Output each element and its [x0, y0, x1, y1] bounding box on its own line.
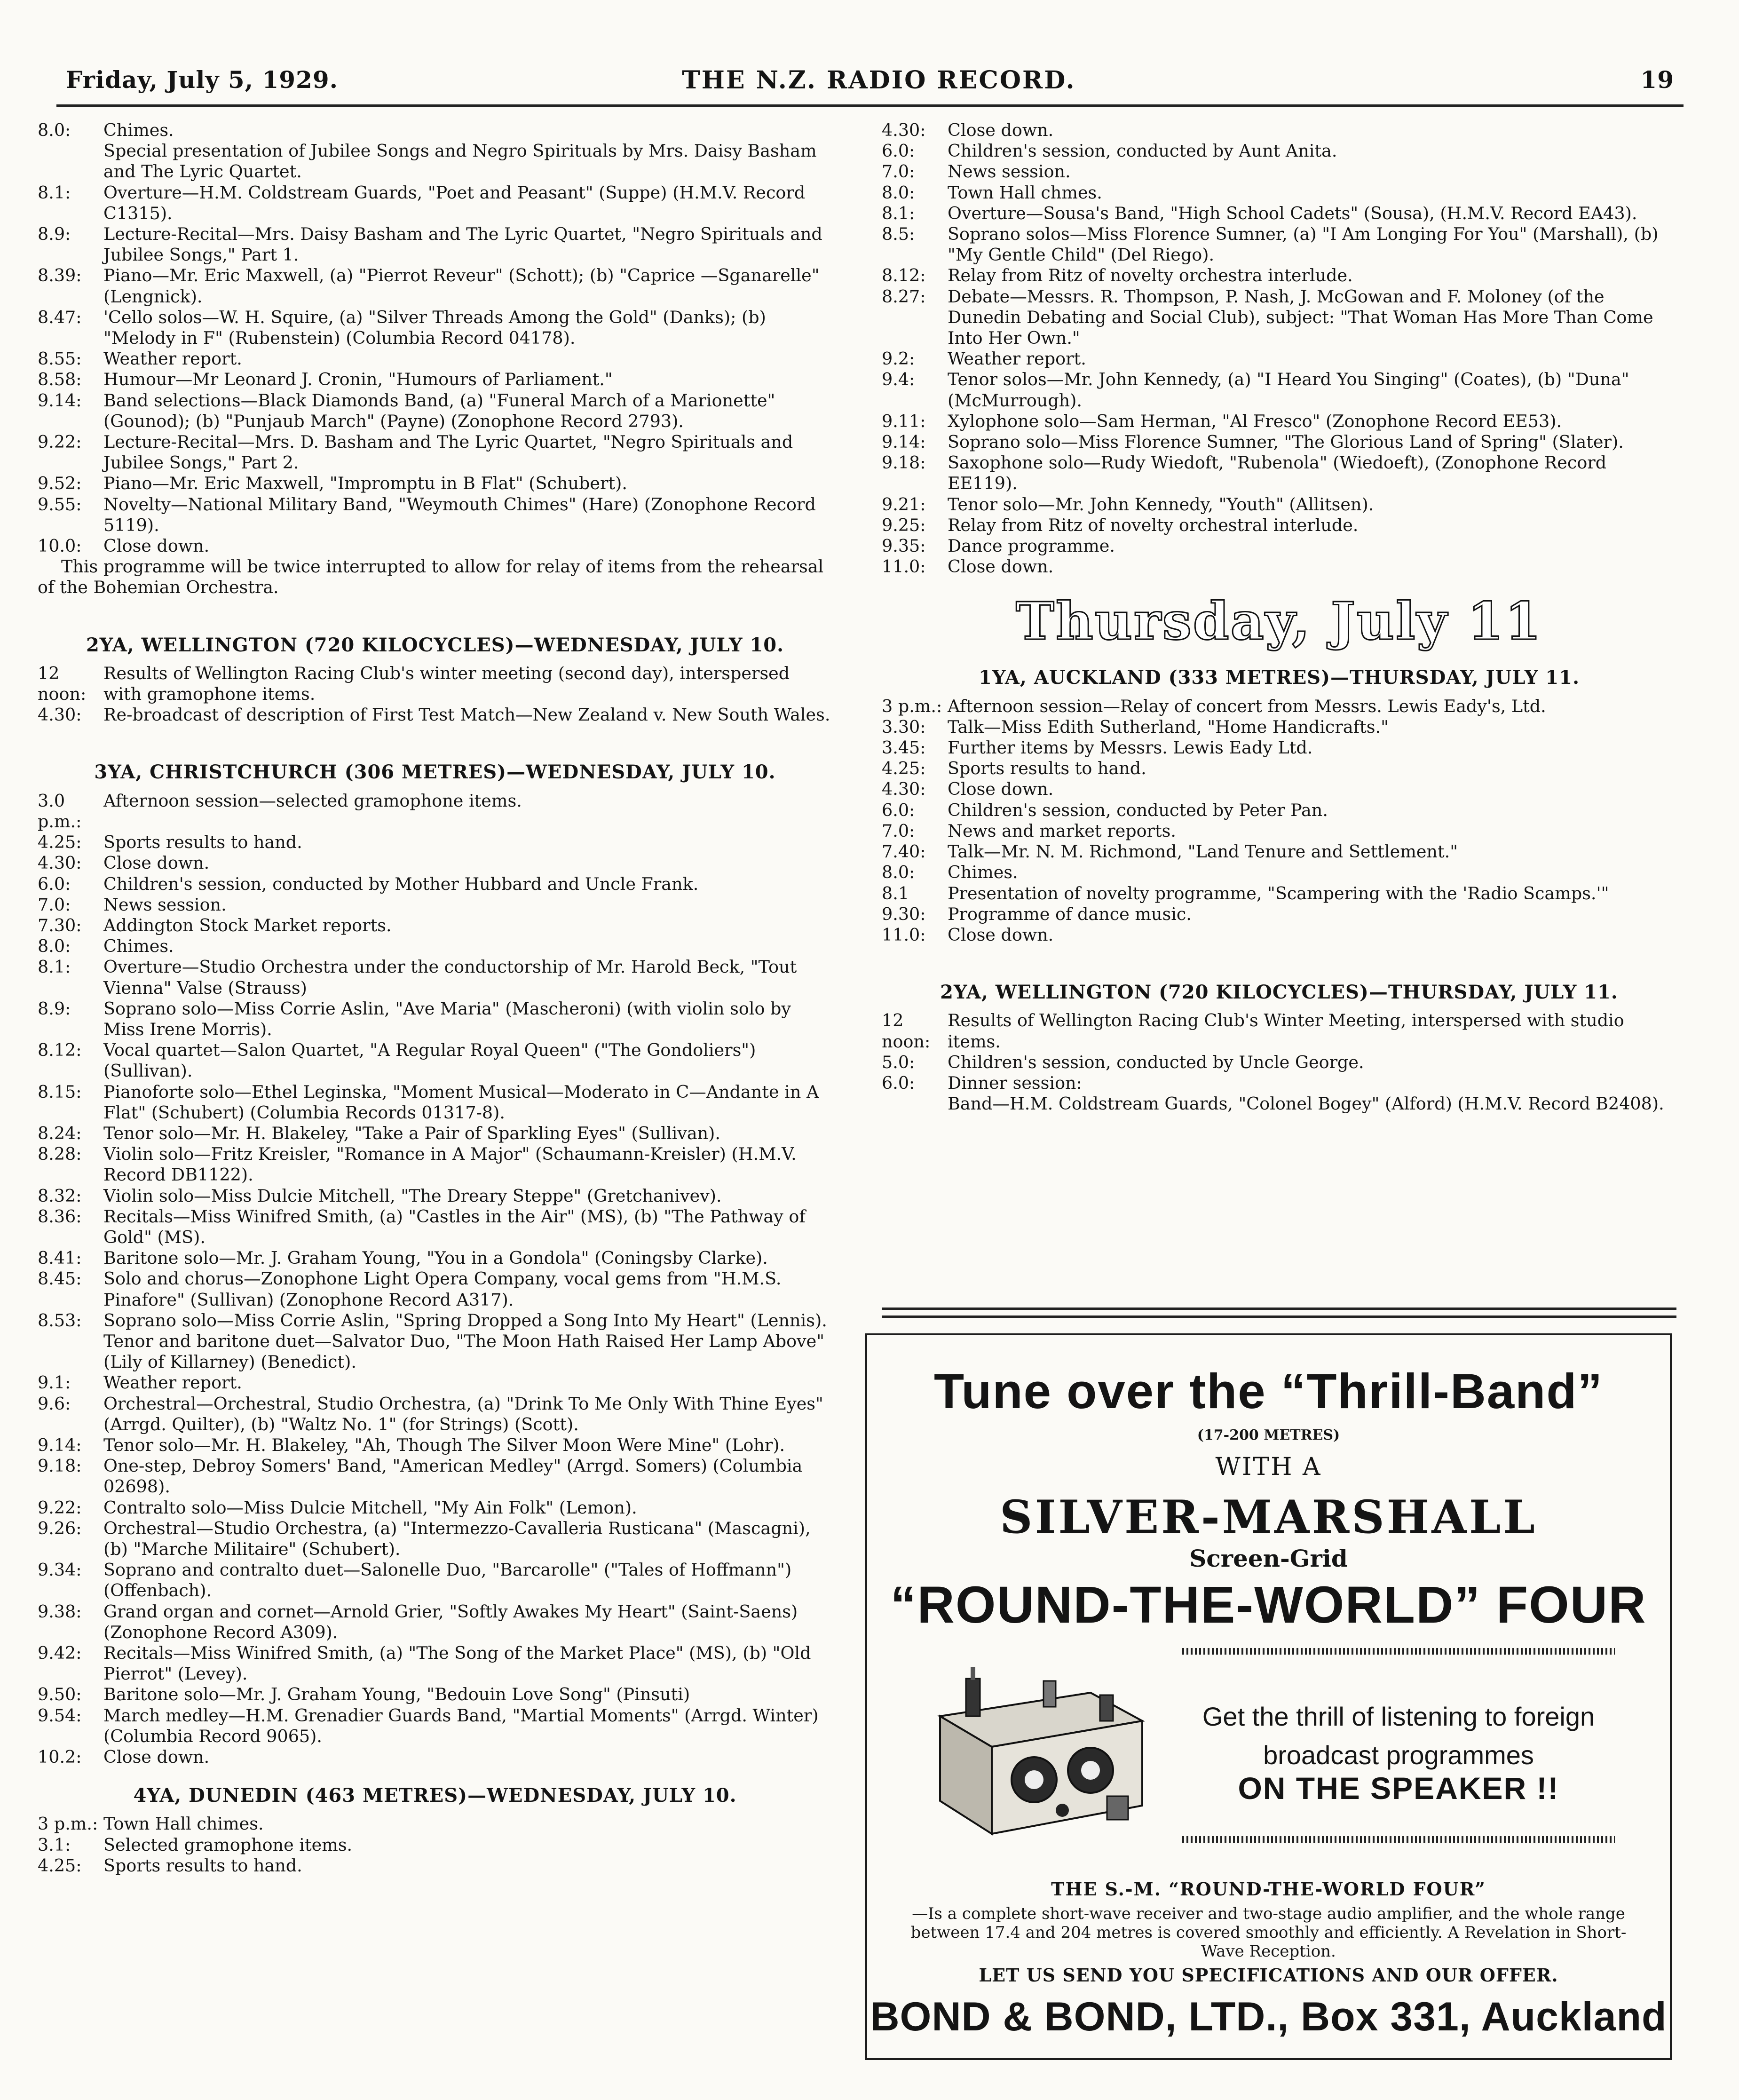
- programme-entry: [38, 1814, 832, 1834]
- ad-tagline: Get the thrill of listening to foreign broadcast programmes: [1202, 1702, 1595, 1770]
- entry-description: Children's session, conducted by Mother Hubbard and Uncle Frank.: [103, 873, 699, 894]
- programme-entry: [38, 1643, 832, 1684]
- programme-entry: [882, 120, 1676, 141]
- programme-entry: [38, 1268, 832, 1310]
- entry-description: Presentation of novelty programme, "Scampering with the 'Radio Scamps.'": [948, 883, 1609, 903]
- entry-time: 9.35:: [882, 536, 926, 556]
- entry-description: Lecture-Recital—Mrs. D. Basham and The Lyric Quartet, "Negro Spirituals and Jubilee Songs," Part 2.: [103, 432, 793, 473]
- entry-description: Xylophone solo—Sam Herman, "Al Fresco" (Zonophone Record EE53).: [948, 411, 1562, 431]
- programme-entry: [882, 265, 1676, 286]
- entry-time: 9.11:: [882, 411, 926, 431]
- programme-entry: [38, 1518, 832, 1560]
- entry-description: Orchestral—Orchestral, Studio Orchestra, (a) "Drink To Me Only With Thine Eyes" (Arrgd. Quilter), (b) "Waltz No. 1" (for Strings) (Scott).: [103, 1393, 823, 1434]
- entry-description: 'Cello solos—W. H. Squire, (a) "Silver Threads Among the Gold" (Danks); (b) "Melody in F" (Rubenstein) (Columbia Record 04178).: [103, 307, 766, 349]
- entry-time: 9.50:: [38, 1684, 82, 1705]
- page-header: [66, 66, 1674, 103]
- entry-description: Relay from Ritz of novelty orchestra interlude.: [948, 265, 1353, 286]
- programme-entry: [38, 1040, 832, 1081]
- issue-date: Friday, July 5, 1929.: [66, 66, 339, 94]
- programme-entry: [882, 925, 1676, 945]
- entry-description: Relay from Ritz of novelty orchestral interlude.: [948, 515, 1359, 535]
- programme-entry: [38, 1705, 832, 1747]
- programme-entry: [38, 998, 832, 1040]
- double-rule: [882, 1308, 1676, 1318]
- entry-time: 8.9:: [38, 224, 71, 245]
- programme-entry: [38, 936, 832, 957]
- programme-entry: [38, 390, 832, 432]
- entry-time: 3 p.m.:: [882, 696, 942, 716]
- entry-description: Children's session, conducted by Uncle George.: [948, 1052, 1364, 1072]
- ad-description: —Is a complete short-wave receiver and two-stage audio amplifier, and the whole range between 17.4 and 204 metres is covered smoothly and efficiently. A Revelation in Short-Wave Reception.: [910, 1904, 1627, 1961]
- programme-entry: [882, 779, 1676, 800]
- ad-with: WITH A: [1215, 1453, 1322, 1481]
- entry-time: 4.30:: [38, 853, 82, 873]
- section-heading-4ya-wed: 4YA, DUNEDIN (463 METRES)—WEDNESDAY, JULY 10.: [133, 1784, 737, 1807]
- entry-time: 8.55:: [38, 349, 82, 369]
- ad-tagline-bold: ON THE SPEAKER !!: [1238, 1771, 1559, 1806]
- programme-entry: [38, 536, 832, 556]
- programme-entry: [882, 494, 1676, 515]
- programme-entry: [38, 182, 832, 224]
- section-heading-1ya-thu: 1YA, AUCKLAND (333 METRES)—THURSDAY, JULY 11.: [979, 666, 1580, 689]
- programme-entry: [882, 1052, 1676, 1073]
- entry-description: Piano—Mr. Eric Maxwell, (a) "Pierrot Reveur" (Schott); (b) "Caprice —Sganarelle" (Lengnick).: [103, 265, 820, 307]
- entry-time: 8.1:: [38, 957, 71, 977]
- programme-entry: [882, 536, 1676, 556]
- programme-entry: [38, 1747, 832, 1767]
- programme-entry: [882, 161, 1676, 182]
- programme-entry: [38, 1601, 832, 1643]
- entry-time: 8.5:: [882, 224, 915, 245]
- entry-description: Close down.: [948, 556, 1054, 577]
- entry-time: 7.30:: [38, 915, 82, 935]
- entry-time: 3.1:: [38, 1834, 71, 1855]
- entry-time: 6.0:: [882, 1072, 915, 1093]
- programme-entry: [882, 821, 1676, 841]
- programme-entry: [38, 432, 832, 473]
- entry-description: Weather report.: [103, 1372, 242, 1393]
- entry-time: 7.0:: [38, 894, 71, 915]
- entry-time: 12 noon:: [38, 663, 87, 705]
- entry-description: Talk—Miss Edith Sutherland, "Home Handicrafts.": [948, 716, 1389, 737]
- ad-offer: LET US SEND YOU SPECIFICATIONS AND OUR OFFER.: [979, 1965, 1558, 1986]
- entry-description: Humour—Mr Leonard J. Cronin, "Humours of Parliament.": [103, 369, 613, 390]
- entry-time: 8.0:: [38, 936, 71, 957]
- entry-description: March medley—H.M. Grenadier Guards Band, "Martial Moments" (Arrgd. Winter) (Columbia Record 9065).: [103, 1705, 819, 1746]
- entry-description: Baritone solo—Mr. J. Graham Young, "You in a Gondola" (Coningsby Clarke).: [103, 1248, 768, 1268]
- entry-time: 9.2:: [882, 349, 915, 369]
- entry-description: Saxophone solo—Rudy Wiedoft, "Rubenola" (Wiedoeft), (Zonophone Record EE119).: [948, 452, 1607, 494]
- section-heading-2ya-wed: 2YA, WELLINGTON (720 KILOCYCLES)—WEDNESDAY, JULY 10.: [86, 634, 784, 656]
- radio-receiver-illustration: [921, 1660, 1161, 1848]
- header-rule: [56, 104, 1684, 107]
- programme-entry: [38, 1456, 832, 1497]
- entry-time: 7.40:: [882, 841, 926, 862]
- ad-brand: SILVER-MARSHALL: [1000, 1490, 1537, 1544]
- programme-entry: [38, 705, 832, 725]
- entry-description: Band—H.M. Coldstream Guards, "Colonel Bogey" (Alford) (H.M.V. Record B2408).: [948, 1094, 1664, 1114]
- programme-entry: [38, 1684, 832, 1705]
- entry-time: 8.0:: [882, 862, 915, 883]
- programme-entry: [882, 1010, 1676, 1052]
- entry-description: News session.: [103, 894, 227, 915]
- entry-description: Results of Wellington Racing Club's Winter Meeting, interspersed with studio items.: [948, 1010, 1624, 1052]
- entry-time: 8.47:: [38, 307, 82, 327]
- entry-time: 9.34:: [38, 1560, 82, 1580]
- entry-description: Recitals—Miss Winifred Smith, (a) "Castles in the Air" (MS), (b) "The Pathway of Gold" (MS).: [103, 1206, 806, 1247]
- entry-time: 3.30:: [882, 716, 926, 737]
- programme-entry: [38, 1082, 832, 1123]
- programme-entry: [38, 224, 832, 265]
- entry-description: Contralto solo—Miss Dulcie Mitchell, "My Ain Folk" (Lemon).: [103, 1497, 637, 1518]
- programme-entry: [882, 286, 1676, 349]
- entry-description: Overture—Sousa's Band, "High School Cadets" (Sousa), (H.M.V. Record EA43).: [948, 203, 1637, 223]
- entry-description: Soprano and contralto duet—Salonelle Duo, "Barcarolle" ("Tales of Hoffmann") (Offenbach).: [103, 1560, 792, 1601]
- entry-description: Programme of dance music.: [948, 903, 1192, 924]
- entry-description: Children's session, conducted by Aunt Anita.: [948, 141, 1337, 161]
- programme-entry: [882, 515, 1676, 536]
- programme-entry: [882, 1094, 1676, 1114]
- entry-description: Addington Stock Market reports.: [103, 915, 392, 935]
- entry-description: Grand organ and cornet—Arnold Grier, "Softly Awakes My Heart" (Saint-Saens) (Zonophone Record A309).: [103, 1601, 798, 1642]
- programme-entry: [882, 556, 1676, 577]
- programme-entry: [38, 791, 832, 832]
- programme-entry: [882, 737, 1676, 758]
- programme-entry: [882, 717, 1676, 737]
- programme-entry: [882, 904, 1676, 925]
- programme-entry: [38, 494, 832, 536]
- programme-list: [38, 120, 832, 556]
- entry-time: 10.2:: [38, 1747, 82, 1767]
- entry-description: Town Hall chimes.: [103, 1814, 264, 1834]
- programme-entry: [38, 1560, 832, 1601]
- programme-entry: [882, 369, 1676, 411]
- entry-description: Overture—Studio Orchestra under the conductorship of Mr. Harold Beck, "Tout Vienna" Valse (Strauss): [103, 957, 797, 998]
- entry-description: Violin solo—Miss Dulcie Mitchell, "The Dreary Steppe" (Gretchanivev).: [103, 1185, 722, 1206]
- entry-time: 6.0:: [882, 800, 915, 820]
- entry-description: Overture—H.M. Coldstream Guards, "Poet and Peasant" (Suppe) (H.M.V. Record C1315).: [103, 182, 806, 223]
- programme-entry: [38, 1248, 832, 1268]
- newspaper-title: THE N.Z. RADIO RECORD.: [682, 66, 1076, 95]
- programme-entry: [38, 120, 832, 141]
- programme-entry: [38, 1206, 832, 1248]
- entry-time: 8.0:: [882, 182, 915, 203]
- entry-description: Recitals—Miss Winifred Smith, (a) "The Song of the Market Place" (MS), (b) "Old Pierrot" (Levey).: [103, 1643, 811, 1684]
- programme-entry: [38, 141, 832, 182]
- programme-entry: [882, 696, 1676, 717]
- programme-entry: [38, 1310, 832, 1331]
- entry-time: 6.0:: [882, 141, 915, 161]
- entry-time: 4.30:: [38, 705, 82, 725]
- entry-description: Tenor solo—Mr. H. Blakeley, "Ah, Though The Silver Moon Were Mine" (Lohr).: [103, 1434, 785, 1455]
- entry-time: 8.58:: [38, 369, 82, 390]
- entry-description: Novelty—National Military Band, "Weymouth Chimes" (Hare) (Zonophone Record 5119).: [103, 494, 816, 535]
- entry-description: Close down.: [948, 924, 1054, 945]
- entry-time: 9.6:: [38, 1393, 71, 1414]
- entry-time: 5.0:: [882, 1052, 915, 1072]
- programme-entry: [38, 1372, 832, 1393]
- programme-entry: [38, 832, 832, 853]
- programme-entry: [38, 915, 832, 936]
- programme-entry: [38, 1123, 832, 1144]
- entry-time: 8.15:: [38, 1081, 82, 1102]
- programme-list: [38, 791, 832, 1768]
- entry-description: Sports results to hand.: [103, 1855, 302, 1876]
- entry-description: Tenor solo—Mr. H. Blakeley, "Take a Pair of Sparkling Eyes" (Sullivan).: [103, 1123, 721, 1143]
- entry-time: 9.38:: [38, 1601, 82, 1622]
- ad-company: BOND & BOND, LTD., Box 331, Auckland: [870, 1994, 1667, 2039]
- entry-time: 9.18:: [38, 1456, 82, 1476]
- entry-description: Close down.: [103, 1747, 210, 1767]
- entry-time: 8.9:: [38, 998, 71, 1019]
- entry-description: Close down.: [103, 853, 210, 873]
- programme-entry: [882, 800, 1676, 821]
- entry-description: Soprano solo—Miss Corrie Aslin, "Spring Dropped a Song Into My Heart" (Lennis).: [103, 1310, 827, 1331]
- entry-description: Piano—Mr. Eric Maxwell, "Impromptu in B Flat" (Schubert).: [103, 473, 627, 494]
- entry-time: 6.0:: [38, 873, 71, 894]
- entry-description: Selected gramophone items.: [103, 1834, 353, 1855]
- entry-time: 9.22:: [38, 432, 82, 452]
- entry-description: One-step, Debroy Somers' Band, "American Medley" (Arrgd. Somers) (Columbia 02698).: [103, 1456, 803, 1497]
- ad-metres: (17-200 METRES): [1197, 1427, 1340, 1443]
- entry-description: Pianoforte solo—Ethel Leginska, "Moment Musical—Moderato in C—Andante in A Flat" (Schubert) (Columbia Records 01317-8).: [103, 1081, 819, 1123]
- programme-entry: [882, 182, 1676, 203]
- programme-entry: [38, 307, 832, 349]
- section-heading-2ya-thu: 2YA, WELLINGTON (720 KILOCYCLES)—THURSDAY, JULY 11.: [940, 981, 1618, 1004]
- entry-description: Soprano solos—Miss Florence Sumner, (a) "I Am Longing For You" (Marshall), (b) "My Gentle Child" (Del Riego).: [948, 224, 1659, 265]
- dotted-rule: [1182, 1648, 1615, 1655]
- entry-description: Tenor solo—Mr. John Kennedy, "Youth" (Allitsen).: [948, 494, 1374, 515]
- entry-description: Solo and chorus—Zonophone Light Opera Company, vocal gems from "H.M.S. Pinafore" (Sullivan) (Zonophone Record A317).: [103, 1268, 782, 1310]
- programme-list: [882, 696, 1676, 945]
- entry-time: 4.30:: [882, 120, 926, 140]
- entry-time: 9.14:: [38, 1434, 82, 1455]
- entry-description: Violin solo—Fritz Kreisler, "Romance in A Major" (Schaumann-Kreisler) (H.M.V. Record DB1122).: [103, 1144, 797, 1185]
- dotted-rule: [1182, 1836, 1615, 1843]
- entry-time: 10.0:: [38, 536, 82, 556]
- section-heading-3ya-wed: 3YA, CHRISTCHURCH (306 METRES)—WEDNESDAY, JULY 10.: [94, 761, 776, 784]
- programme-entry: [38, 1498, 832, 1518]
- entry-time: 9.21:: [882, 494, 926, 515]
- entry-description: Afternoon session—Relay of concert from Messrs. Lewis Eady's, Ltd.: [948, 696, 1546, 716]
- entry-description: Chimes.: [948, 862, 1018, 883]
- entry-time: 9.52:: [38, 473, 82, 494]
- entry-description: Debate—Messrs. R. Thompson, P. Nash, J. McGowan and F. Moloney (of the Dunedin Debating and Social Club), subject: "That Woman Has More Than Come Into Her Own.": [948, 286, 1653, 349]
- entry-time: 9.4:: [882, 369, 915, 390]
- entry-time: 8.1:: [882, 203, 915, 223]
- entry-time: 8.1: [882, 883, 909, 903]
- programme-list: [882, 120, 1676, 577]
- programme-list: [38, 1814, 832, 1876]
- entry-time: 8.39:: [38, 265, 82, 286]
- entry-time: 11.0:: [882, 556, 926, 577]
- entry-time: 9.14:: [38, 390, 82, 411]
- entry-time: 9.1:: [38, 1372, 71, 1393]
- programme-entry: [882, 203, 1676, 224]
- programme-entry: [882, 841, 1676, 862]
- entry-description: Children's session, conducted by Peter Pan.: [948, 800, 1328, 820]
- entry-time: 7.0:: [882, 820, 915, 841]
- programme-entry: [38, 1835, 832, 1855]
- entry-time: 9.42:: [38, 1643, 82, 1664]
- page-number: 19: [1640, 66, 1674, 94]
- programme-list: [38, 663, 832, 726]
- programme-entry: [38, 1855, 832, 1876]
- programme-entry: [38, 369, 832, 390]
- programme-entry: [38, 473, 832, 494]
- entry-description: Chimes.: [103, 936, 174, 957]
- entry-time: 8.0:: [38, 120, 71, 140]
- entry-time: 7.0:: [882, 161, 915, 182]
- entry-time: 12 noon:: [882, 1010, 931, 1052]
- programme-entry: [882, 1073, 1676, 1094]
- entry-time: 8.12:: [882, 265, 926, 286]
- entry-description: Further items by Messrs. Lewis Eady Ltd.: [948, 737, 1313, 758]
- entry-description: Dinner session:: [948, 1072, 1082, 1093]
- entry-time: 9.18:: [882, 452, 926, 473]
- programme-entry: [38, 874, 832, 895]
- entry-description: News session.: [948, 161, 1071, 182]
- entry-time: 9.26:: [38, 1518, 82, 1538]
- programme-entry: [882, 862, 1676, 883]
- entry-time: 3.0 p.m.:: [38, 790, 82, 832]
- day-heading: Thursday, July 11: [1016, 591, 1542, 652]
- entry-time: 8.32:: [38, 1185, 82, 1206]
- entry-description: Sports results to hand.: [103, 832, 302, 853]
- entry-description: Talk—Mr. N. M. Richmond, "Land Tenure and Settlement.": [948, 841, 1458, 862]
- entry-time: 9.25:: [882, 515, 926, 535]
- entry-time: 8.24:: [38, 1123, 82, 1143]
- programme-entry: [38, 853, 832, 873]
- programme-entry: [882, 141, 1676, 161]
- entry-time: 8.53:: [38, 1310, 82, 1331]
- programme-entry: [38, 895, 832, 915]
- entry-time: 3 p.m.:: [38, 1814, 98, 1834]
- entry-description: Weather report.: [103, 349, 242, 369]
- entry-time: 11.0:: [882, 924, 926, 945]
- entry-description: Special presentation of Jubilee Songs and Negro Spirituals by Mrs. Daisy Basham and The Lyric Quartet.: [103, 141, 817, 182]
- programme-entry: [38, 1144, 832, 1185]
- programme-entry: [882, 452, 1676, 494]
- entry-description: Close down.: [948, 120, 1054, 140]
- programme-entry: [38, 1331, 832, 1372]
- programme-entry: [882, 224, 1676, 265]
- entry-time: 8.27:: [882, 286, 926, 307]
- entry-description: Dance programme.: [948, 536, 1115, 556]
- entry-description: Lecture-Recital—Mrs. Daisy Basham and The Lyric Quartet, "Negro Spirituals and Jubilee Songs," Part 1.: [103, 224, 822, 265]
- entry-time: 8.36:: [38, 1206, 82, 1227]
- programme-entry: [882, 411, 1676, 432]
- programme-entry: [38, 957, 832, 998]
- entry-time: 9.30:: [882, 903, 926, 924]
- entry-description: Town Hall chmes.: [948, 182, 1102, 203]
- ad-headline: Tune over the “Thrill-Band”: [934, 1364, 1603, 1419]
- entry-description: Close down.: [103, 536, 210, 556]
- entry-time: 4.25:: [882, 758, 926, 779]
- programme-entry: [38, 663, 832, 705]
- programme-list: [882, 1010, 1676, 1114]
- programme-entry: [882, 432, 1676, 452]
- entry-time: 8.45:: [38, 1268, 82, 1289]
- entry-time: 8.28:: [38, 1144, 82, 1165]
- ad-subtitle: Screen-Grid: [1189, 1545, 1348, 1572]
- entry-description: Soprano solo—Miss Corrie Aslin, "Ave Maria" (Mascheroni) (with violin solo by Miss Irene Morris).: [103, 998, 791, 1039]
- ad-product: “ROUND-THE-WORLD” FOUR: [890, 1576, 1647, 1634]
- entry-time: 8.12:: [38, 1040, 82, 1061]
- entry-time: 9.54:: [38, 1705, 82, 1726]
- programme-entry: [882, 758, 1676, 779]
- entry-description: Close down.: [948, 779, 1054, 800]
- programme-entry: [38, 1394, 832, 1435]
- entry-time: 9.55:: [38, 494, 82, 515]
- entry-time: 9.14:: [882, 432, 926, 452]
- left-column: [38, 120, 832, 1876]
- entry-description: Tenor and baritone duet—Salvator Duo, "The Moon Hath Raised Her Lamp Above" (Lily of Killarney) (Benedict).: [103, 1331, 825, 1372]
- entry-description: Chimes.: [103, 120, 174, 140]
- programme-entry: [38, 1435, 832, 1456]
- entry-time: 8.1:: [38, 182, 71, 203]
- entry-description: Vocal quartet—Salon Quartet, "A Regular Royal Queen" ("The Gondoliers") (Sullivan).: [103, 1040, 756, 1081]
- programme-entry: [38, 265, 832, 307]
- entry-description: Baritone solo—Mr. J. Graham Young, "Bedouin Love Song" (Pinsuti): [103, 1684, 690, 1705]
- entry-time: 9.22:: [38, 1497, 82, 1518]
- entry-time: 4.25:: [38, 832, 82, 853]
- entry-description: News and market reports.: [948, 820, 1176, 841]
- entry-description: Tenor solos—Mr. John Kennedy, (a) "I Heard You Singing" (Coates), (b) "Duna" (McMurrough).: [948, 369, 1629, 411]
- entry-time: 3.45:: [882, 737, 926, 758]
- right-column: [882, 120, 1676, 1114]
- entry-time: 4.30:: [882, 779, 926, 800]
- programme-entry: [882, 883, 1676, 904]
- entry-description: Afternoon session—selected gramophone items.: [103, 790, 522, 811]
- ad-product-caption: THE S.-M. “ROUND-THE-WORLD FOUR”: [1051, 1878, 1486, 1900]
- entry-description: Soprano solo—Miss Florence Sumner, "The Glorious Land of Spring" (Slater).: [948, 432, 1624, 452]
- entry-description: Weather report.: [948, 349, 1086, 369]
- entry-description: Band selections—Black Diamonds Band, (a) "Funeral March of a Marionette" (Gounod); (b) "Punjaub March" (Payne) (Zonophone Record 2793).: [103, 390, 775, 431]
- entry-description: Re-broadcast of description of First Test Match—New Zealand v. New South Wales.: [103, 705, 830, 725]
- entry-time: 4.25:: [38, 1855, 82, 1876]
- entry-description: Sports results to hand.: [948, 758, 1146, 779]
- entry-description: Results of Wellington Racing Club's winter meeting (second day), interspersed with gramophone items.: [103, 663, 790, 705]
- programme-entry: [38, 1186, 832, 1206]
- programme-entry: [882, 349, 1676, 369]
- entry-time: 8.41:: [38, 1248, 82, 1268]
- programme-note: This programme will be twice interrupted to allow for relay of items from the rehearsal of the Bohemian Orchestra.: [38, 556, 824, 598]
- entry-description: Orchestral—Studio Orchestra, (a) "Intermezzo-Cavalleria Rusticana" (Mascagni), (b) "Marche Militaire" (Schubert).: [103, 1518, 811, 1559]
- programme-entry: [38, 349, 832, 369]
- advertisement: [865, 1333, 1672, 2060]
